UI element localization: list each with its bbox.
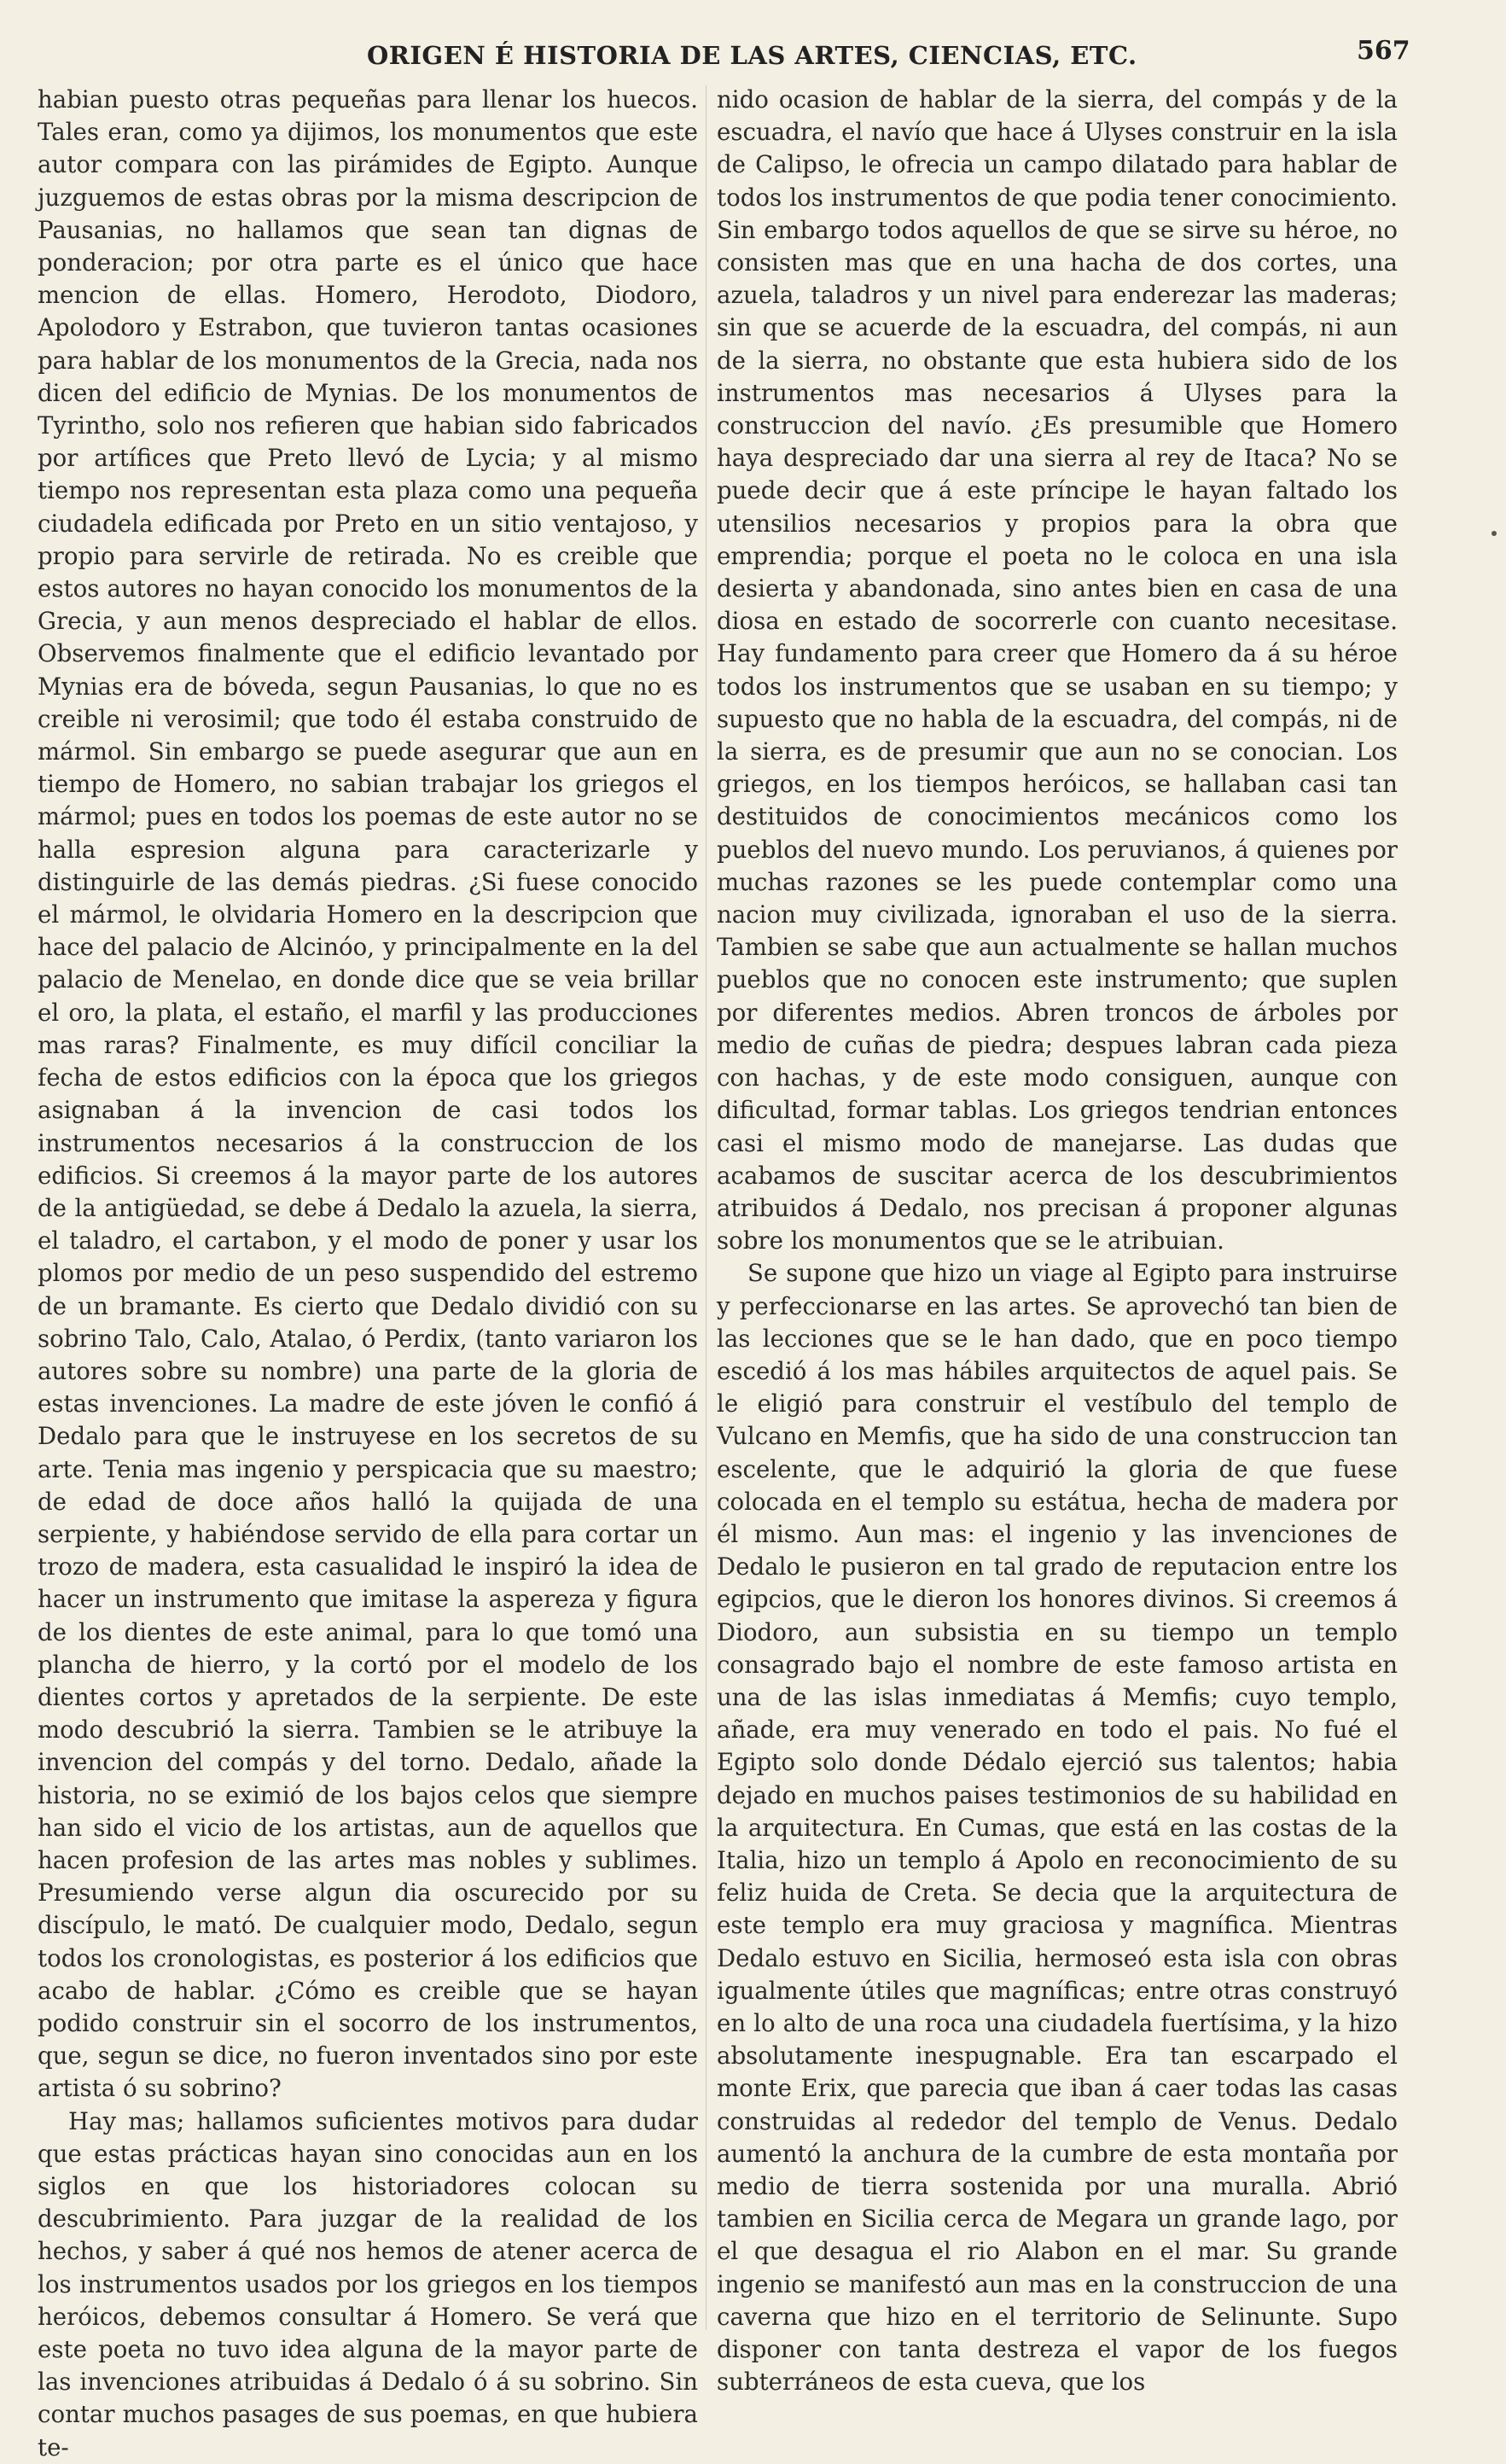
page-number: 567 [1357,36,1410,66]
ink-speck [1491,531,1497,536]
running-title: ORIGEN É HISTORIA DE LAS ARTES, CIENCIAS, ETC. [367,41,1137,70]
right-paragraph-2: Se supone que hizo un viage al Egipto para instruirse y perfeccionarse en las artes. Se aprovechó tan bien de las lecciones que se le han dado, que en poco tiempo escedió á los mas hábiles arquitectos de aquel pais. Se le eligió para construir el vestíbulo del templo de Vulcano en Memfis, que ha sido de una construccion tan escelente, que le adquirió la gloria de que fuese colocada en el templo su estátua, hecha de madera por él mismo. Aun mas: el ingenio y las invenciones de Dedalo le pusieron en tal grado de reputacion entre los egipcios, que le dieron los honores divinos. Si creemos á Diodoro, aun subsistia en su tiempo un templo consagrado bajo el nombre de este famoso artista en una de las islas inmediatas á Memfis; cuyo templo, añade, era muy venerado en todo el pais. No fué el Egipto solo donde Dédalo ejerció sus talentos; habia dejado en muchos paises testimonios de su habilidad en la arquitectura. En Cumas, que está en las costas de la Italia, hizo un templo á Apolo en reconocimiento de su feliz huida de Creta. Se decia que la arquitectura de este templo era muy graciosa y magnífica. Mientras Dedalo estuvo en Sicilia, hermoseó esta isla con obras igualmente útiles que magníficas; entre otras construyó en lo alto de una roca una ciudadela fuertísima, y la hizo absolutamente inespugnable. Era tan escarpado el monte Erix, que parecia que iban á caer todas las casas construidas al rededor del templo de Venus. Dedalo aumentó la anchura de la cumbre de esta montaña por medio de tierra sostenida por una muralla. Abrió tambien en Sicilia cerca de Megara un grande lago, por el que desagua el rio Alabon en el mar. Su grande ingenio se manifestó aun mas en la construccion de una caverna que hizo en el territorio de Selinunte. Supo disponer con tanta destreza el vapor de los fuegos subterráneos de esta cueva, que los [717,1259,1398,2397]
left-paragraph-2: Hay mas; hallamos suficientes motivos para dudar que estas prácticas hayan sino conocidas aun en los siglos en que los historiadores colocan su descubrimiento. Para juzgar de la realidad de los hechos, y saber á qué nos hemos de atener acerca de los instrumentos usados por los griegos en los tiempos heróicos, debemos consultar á Homero. Se verá que este poeta no tuvo idea alguna de la mayor parte de las invenciones atribuidas á Dedalo ó á su sobrino. Sin contar muchos pasages de sus poemas, en que hubiera te- [38,2106,698,2461]
left-column [38,84,698,2461]
left-paragraph-1: habian puesto otras pequeñas para llenar los huecos. Tales eran, como ya dijimos, los monumentos que este autor compara con las pirámides de Egipto. Aunque juzguemos de estas obras por la misma descripcion de Pausanias, no hallamos que sean tan dignas de ponderacion; por otra parte es el único que hace mencion de ellas. Homero, Herodoto, Diodoro, Apolodoro y Estrabon, que tuvieron tantas ocasiones para hablar de los monumentos de la Grecia, nada nos dicen del edificio de Mynias. De los monumentos de Tyrintho, solo nos refieren que habian sido fabricados por artífices que Preto llevó de Lycia; y al mismo tiempo nos representan esta plaza como una pequeña ciudadela edificada por Preto en un sitio ventajoso, y propio para servirle de retirada. No es creible que estos autores no hayan conocido los monumentos de la Grecia, y aun menos despreciado el hablar de ellos. Observemos finalmente que el edificio levantado por Mynias era de bóveda, segun Pausanias, lo que no es creible ni verosimil; que todo él estaba construido de mármol. Sin embargo se puede asegurar que aun en tiempo de Homero, no sabian trabajar los griegos el mármol; pues en todos los poemas de este autor no se halla espresion alguna para caracterizarle y distinguirle de las demás piedras. ¿Si fuese conocido el mármol, le olvidaria Homero en la descripcion que hace del palacio de Alcinóo, y principalmente en la del palacio de Menelao, en donde dice que se veia brillar el oro, la plata, el estaño, el marfil y las producciones mas raras? Finalmente, es muy difícil conciliar la fecha de estos edificios con la época que los griegos asignaban á la invencion de casi todos los instrumentos necesarios á la construccion de los edificios. Si creemos á la mayor parte de los autores de la antigüedad, se debe á Dedalo la azuela, la sierra, el taladro, el cartabon, y el modo de poner y usar los plomos por medio de un peso suspendido del estremo de un bramante. Es cierto que Dedalo dividió con su sobrino Talo, Calo, Atalao, ó Perdix, (tanto variaron los autores sobre su nombre) una parte de la gloria de estas invenciones. La madre de este jóven le confió á Dedalo para que le instruyese en los secretos de su arte. Tenia mas ingenio y perspicacia que su maestro; de edad de doce años halló la quijada de una serpiente, y habiéndose servido de ella para cortar un trozo de madera, esta casualidad le inspiró la idea de hacer un instrumento que imitase la aspereza y figura de los dientes de este animal, para lo que tomó una plancha de hierro, y la cortó por el modelo de los dientes cortos y apretados de la serpiente. De este modo descubrió la sierra. Tambien se le atribuye la invencion del compás y del torno. Dedalo, añade la historia, no se eximió de los bajos celos que siempre han sido el vicio de los artistas, aun de aquellos que hacen profesion de las artes mas nobles y sublimes. Presumiendo verse algun dia oscurecido por su discípulo, le mató. De cualquier modo, Dedalo, segun todos los cronologistas, es posterior á los edificios que acabo de hablar. ¿Cómo es creible que se hayan podido construir sin el socorro de los instrumentos, que, segun se dice, no fueron inventados sino por este artista ó su sobrino? [38,85,698,2103]
right-column [717,84,1398,2397]
page-header [0,32,1506,79]
right-paragraph-1: nido ocasion de hablar de la sierra, del compás y de la escuadra, el navío que hace á Ulyses construir en la isla de Calipso, le ofrecia un campo dilatado para hablar de todos los instrumentos de que podia tener conocimiento. Sin embargo todos aquellos de que se sirve su héroe, no consisten mas que en una hacha de dos cortes, una azuela, taladros y un nivel para enderezar las maderas; sin que se acuerde de la escuadra, del compás, ni aun de la sierra, no obstante que esta hubiera sido de los instrumentos mas necesarios á Ulyses para la construccion del navío. ¿Es presumible que Homero haya despreciado dar una sierra al rey de Itaca? No se puede decir que á este príncipe le hayan faltado los utensilios necesarios y propios para la obra que emprendia; porque el poeta no le coloca en una isla desierta y abandonada, sino antes bien en casa de una diosa en estado de socorrerle con cuanto necesitase. Hay fundamento para creer que Homero da á su héroe todos los instrumentos que se usaban en su tiempo; y supuesto que no habla de la escuadra, del compás, ni de la sierra, es de presumir que aun no se conocian. Los griegos, en los tiempos heróicos, se hallaban casi tan destituidos de conocimientos mecánicos como los pueblos del nuevo mundo. Los peruvianos, á quienes por muchas razones se les puede contemplar como una nacion muy civilizada, ignoraban el uso de la sierra. Tambien se sabe que aun actualmente se hallan muchos pueblos que no conocen este instrumento; que suplen por diferentes medios. Abren troncos de árboles por medio de cuñas de piedra; despues labran cada pieza con hachas, y de este modo consiguen, aunque con dificultad, formar tablas. Los griegos tendrian entonces casi el mismo modo de manejarse. Las dudas que acabamos de suscitar acerca de los descubrimientos atribuidos á Dedalo, nos precisan á proponer algunas sobre los monumentos que se le atribuian. [717,85,1398,1255]
